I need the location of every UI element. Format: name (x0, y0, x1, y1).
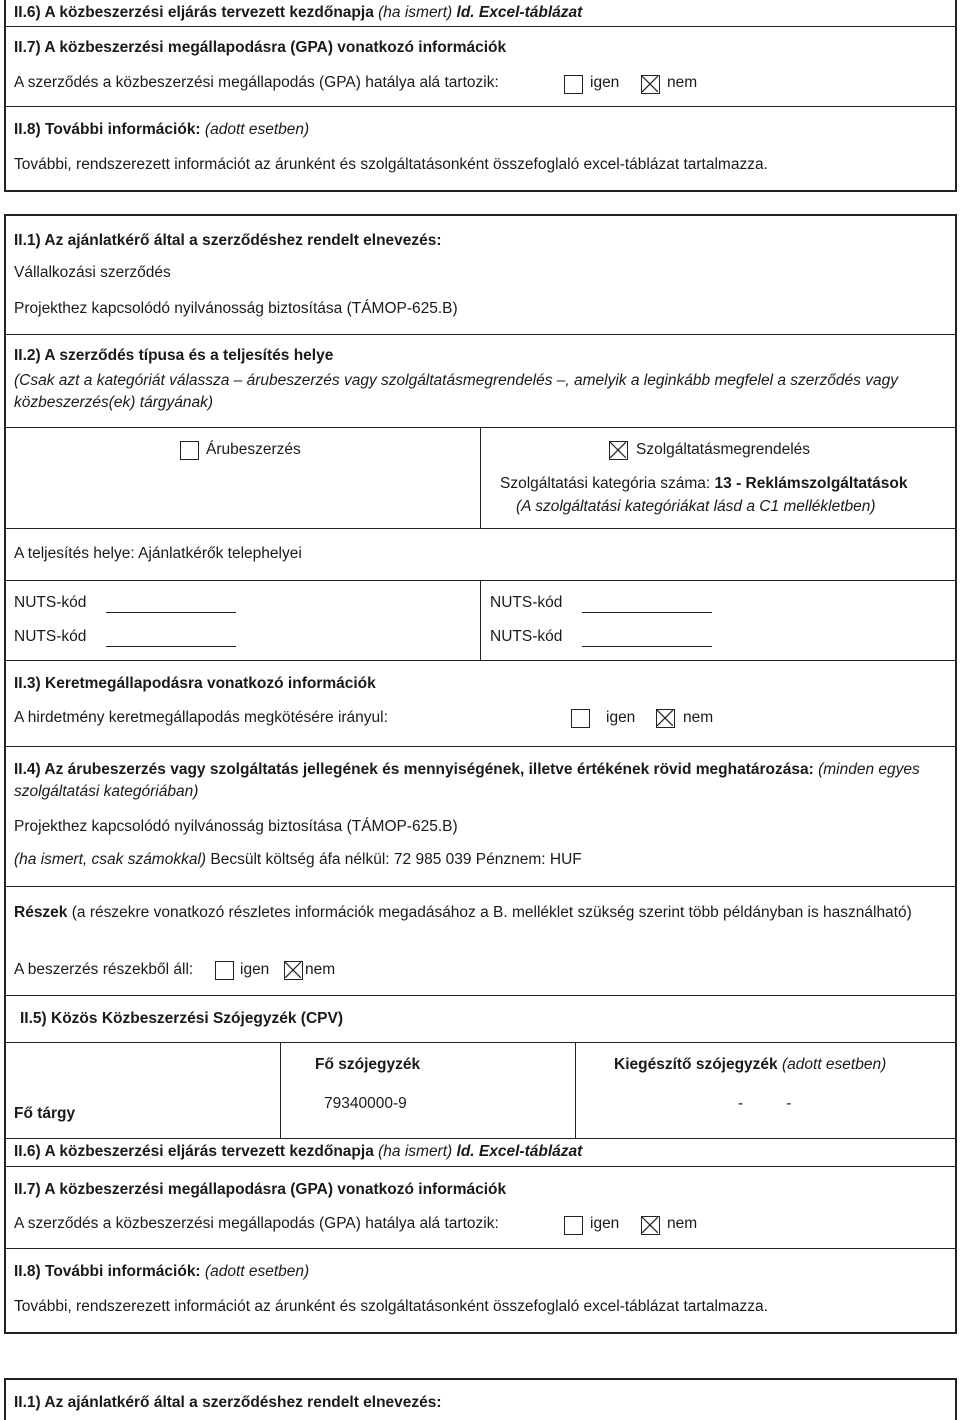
cpv-main-value: 79340000-9 (324, 1095, 407, 1112)
ii7-heading: II.7) A közbeszerzési megállapodásra (GPA) vonatkozó információk (14, 1181, 507, 1198)
ii7-question: A szerződés a közbeszerzési megállapodás (GPA) hatálya alá tartozik: (14, 1215, 499, 1232)
ii1-heading: II.1) Az ajánlatkérő által a szerződéshez rendelt elnevezés: (14, 1394, 442, 1411)
gpa-no-label: nem (667, 74, 698, 91)
place-of-performance: A teljesítés helye: Ajánlatkérők telephelyei (14, 545, 302, 562)
cpv-row-label: Fő tárgy (14, 1105, 76, 1122)
x-mark-icon (657, 710, 673, 726)
divider (4, 1166, 957, 1167)
service-label: Szolgáltatásmegrendelés (636, 441, 811, 458)
divider (4, 746, 957, 747)
ii8-text: További, rendszerezett információt az árunként és szolgáltatásonként összefoglaló excel-táblázat tartalmazza. (14, 156, 768, 173)
cpv-main-header: Fő szójegyzék (315, 1056, 421, 1073)
ii4-project: Projekthez kapcsolódó nyilvánosság biztosítása (TÁMOP-625.B) (14, 818, 458, 835)
gpa-yes-label: igen (590, 1215, 620, 1232)
divider (4, 1248, 957, 1249)
estimated-cost: (ha ismert, csak számokkal) Becsült költség áfa nélkül: 72 985 039 Pénznem: HUF (14, 851, 582, 868)
divider (4, 660, 957, 661)
parts-yes-checkbox[interactable] (215, 961, 234, 980)
ii8-heading: II.8) További információk: (adott esetben) (14, 121, 310, 138)
framework-no-checkbox[interactable] (656, 709, 675, 728)
divider (4, 334, 957, 335)
nuts-code-label: NUTS-kód (14, 628, 87, 645)
divider (480, 427, 481, 528)
framework-yes-checkbox[interactable] (571, 709, 590, 728)
ii6-heading: II.6) A közbeszerzési eljárás tervezett kezdőnapja (ha ismert) ld. Excel-táblázat (14, 1143, 583, 1160)
cpv-supp-value: - - (738, 1095, 792, 1112)
gpa-no-label: nem (667, 1215, 698, 1232)
ii8-heading: II.8) További információk: (adott esetben) (14, 1263, 310, 1280)
parts-question: A beszerzés részekből áll: (14, 961, 194, 978)
divider (4, 1138, 957, 1139)
divider (280, 1042, 281, 1138)
gpa-yes-label: igen (590, 74, 620, 91)
ii1-heading: II.1) Az ajánlatkérő által a szerződéshez rendelt elnevezés: (14, 232, 442, 249)
contract-name: Vállalkozási szerződés (14, 264, 171, 281)
supply-label: Árubeszerzés (206, 441, 301, 458)
nuts-code-label: NUTS-kód (14, 594, 87, 611)
service-category: Szolgáltatási kategória száma: 13 - Reklámszolgáltatások (500, 475, 908, 492)
cpv-supp-header: Kiegészítő szójegyzék (adott esetben) (614, 1056, 887, 1073)
divider (4, 528, 957, 529)
ii7-question: A szerződés a közbeszerzési megállapodás (GPA) hatálya alá tartozik: (14, 74, 499, 91)
parts-no-checkbox[interactable] (284, 961, 303, 980)
ii2-heading: II.2) A szerződés típusa és a teljesítés helye (14, 347, 334, 364)
nuts-code-label: NUTS-kód (490, 628, 563, 645)
service-category-note: (A szolgáltatási kategóriákat lásd a C1 mellékletben) (516, 498, 876, 515)
framework-yes-label: igen (606, 709, 636, 726)
ii6-heading: II.6) A közbeszerzési eljárás tervezett kezdőnapja (ha ismert) ld. Excel-táblázat (14, 4, 583, 21)
divider (480, 580, 481, 660)
nuts-code-label: NUTS-kód (490, 594, 563, 611)
service-checkbox[interactable] (609, 441, 628, 460)
x-mark-icon (642, 76, 658, 92)
gpa-no-checkbox[interactable] (641, 75, 660, 94)
ii2-note: (Csak azt a kategóriát válassza – árubeszerzés vagy szolgáltatásmegrendelés –, amelyik a leginkább megfelel a szerződés vagy közbeszerzés(ek) tárgyának) (14, 372, 898, 411)
divider (4, 995, 957, 996)
supply-checkbox[interactable] (180, 441, 199, 460)
parts-info: Részek (a részekre vonatkozó részletes információk megadásához a B. melléklet szükség szerint több példányban is használható) (14, 904, 912, 921)
nuts-code-field[interactable] (106, 612, 236, 613)
divider (4, 1042, 957, 1043)
parts-no-label: nem (305, 961, 336, 978)
ii4-heading: II.4) Az árubeszerzés vagy szolgáltatás jellegének és mennyiségének, illetve értékének rövid meghatározása: (minden egyes szolgáltatási kategóriában) (14, 761, 920, 800)
ii3-heading: II.3) Keretmegállapodásra vonatkozó információk (14, 675, 376, 692)
divider (4, 106, 957, 107)
divider (4, 886, 957, 887)
x-mark-icon (285, 962, 301, 978)
ii3-question: A hirdetmény keretmegállapodás megkötésére irányul: (14, 709, 388, 726)
gpa-yes-checkbox[interactable] (564, 75, 583, 94)
x-mark-icon (610, 442, 626, 458)
nuts-code-field[interactable] (582, 646, 712, 647)
ii5-heading: II.5) Közös Közbeszerzési Szójegyzék (CPV) (20, 1010, 344, 1027)
x-mark-icon (642, 1217, 658, 1233)
nuts-code-field[interactable] (106, 646, 236, 647)
nuts-code-field[interactable] (582, 612, 712, 613)
gpa-no-checkbox[interactable] (641, 1216, 660, 1235)
gpa-yes-checkbox[interactable] (564, 1216, 583, 1235)
framework-no-label: nem (683, 709, 714, 726)
parts-yes-label: igen (240, 961, 270, 978)
project-name: Projekthez kapcsolódó nyilvánosság biztosítása (TÁMOP-625.B) (14, 300, 458, 317)
ii7-heading: II.7) A közbeszerzési megállapodásra (GPA) vonatkozó információk (14, 39, 507, 56)
divider (575, 1042, 576, 1138)
divider (4, 26, 957, 27)
ii8-text: További, rendszerezett információt az árunként és szolgáltatásonként összefoglaló excel-táblázat tartalmazza. (14, 1298, 768, 1315)
